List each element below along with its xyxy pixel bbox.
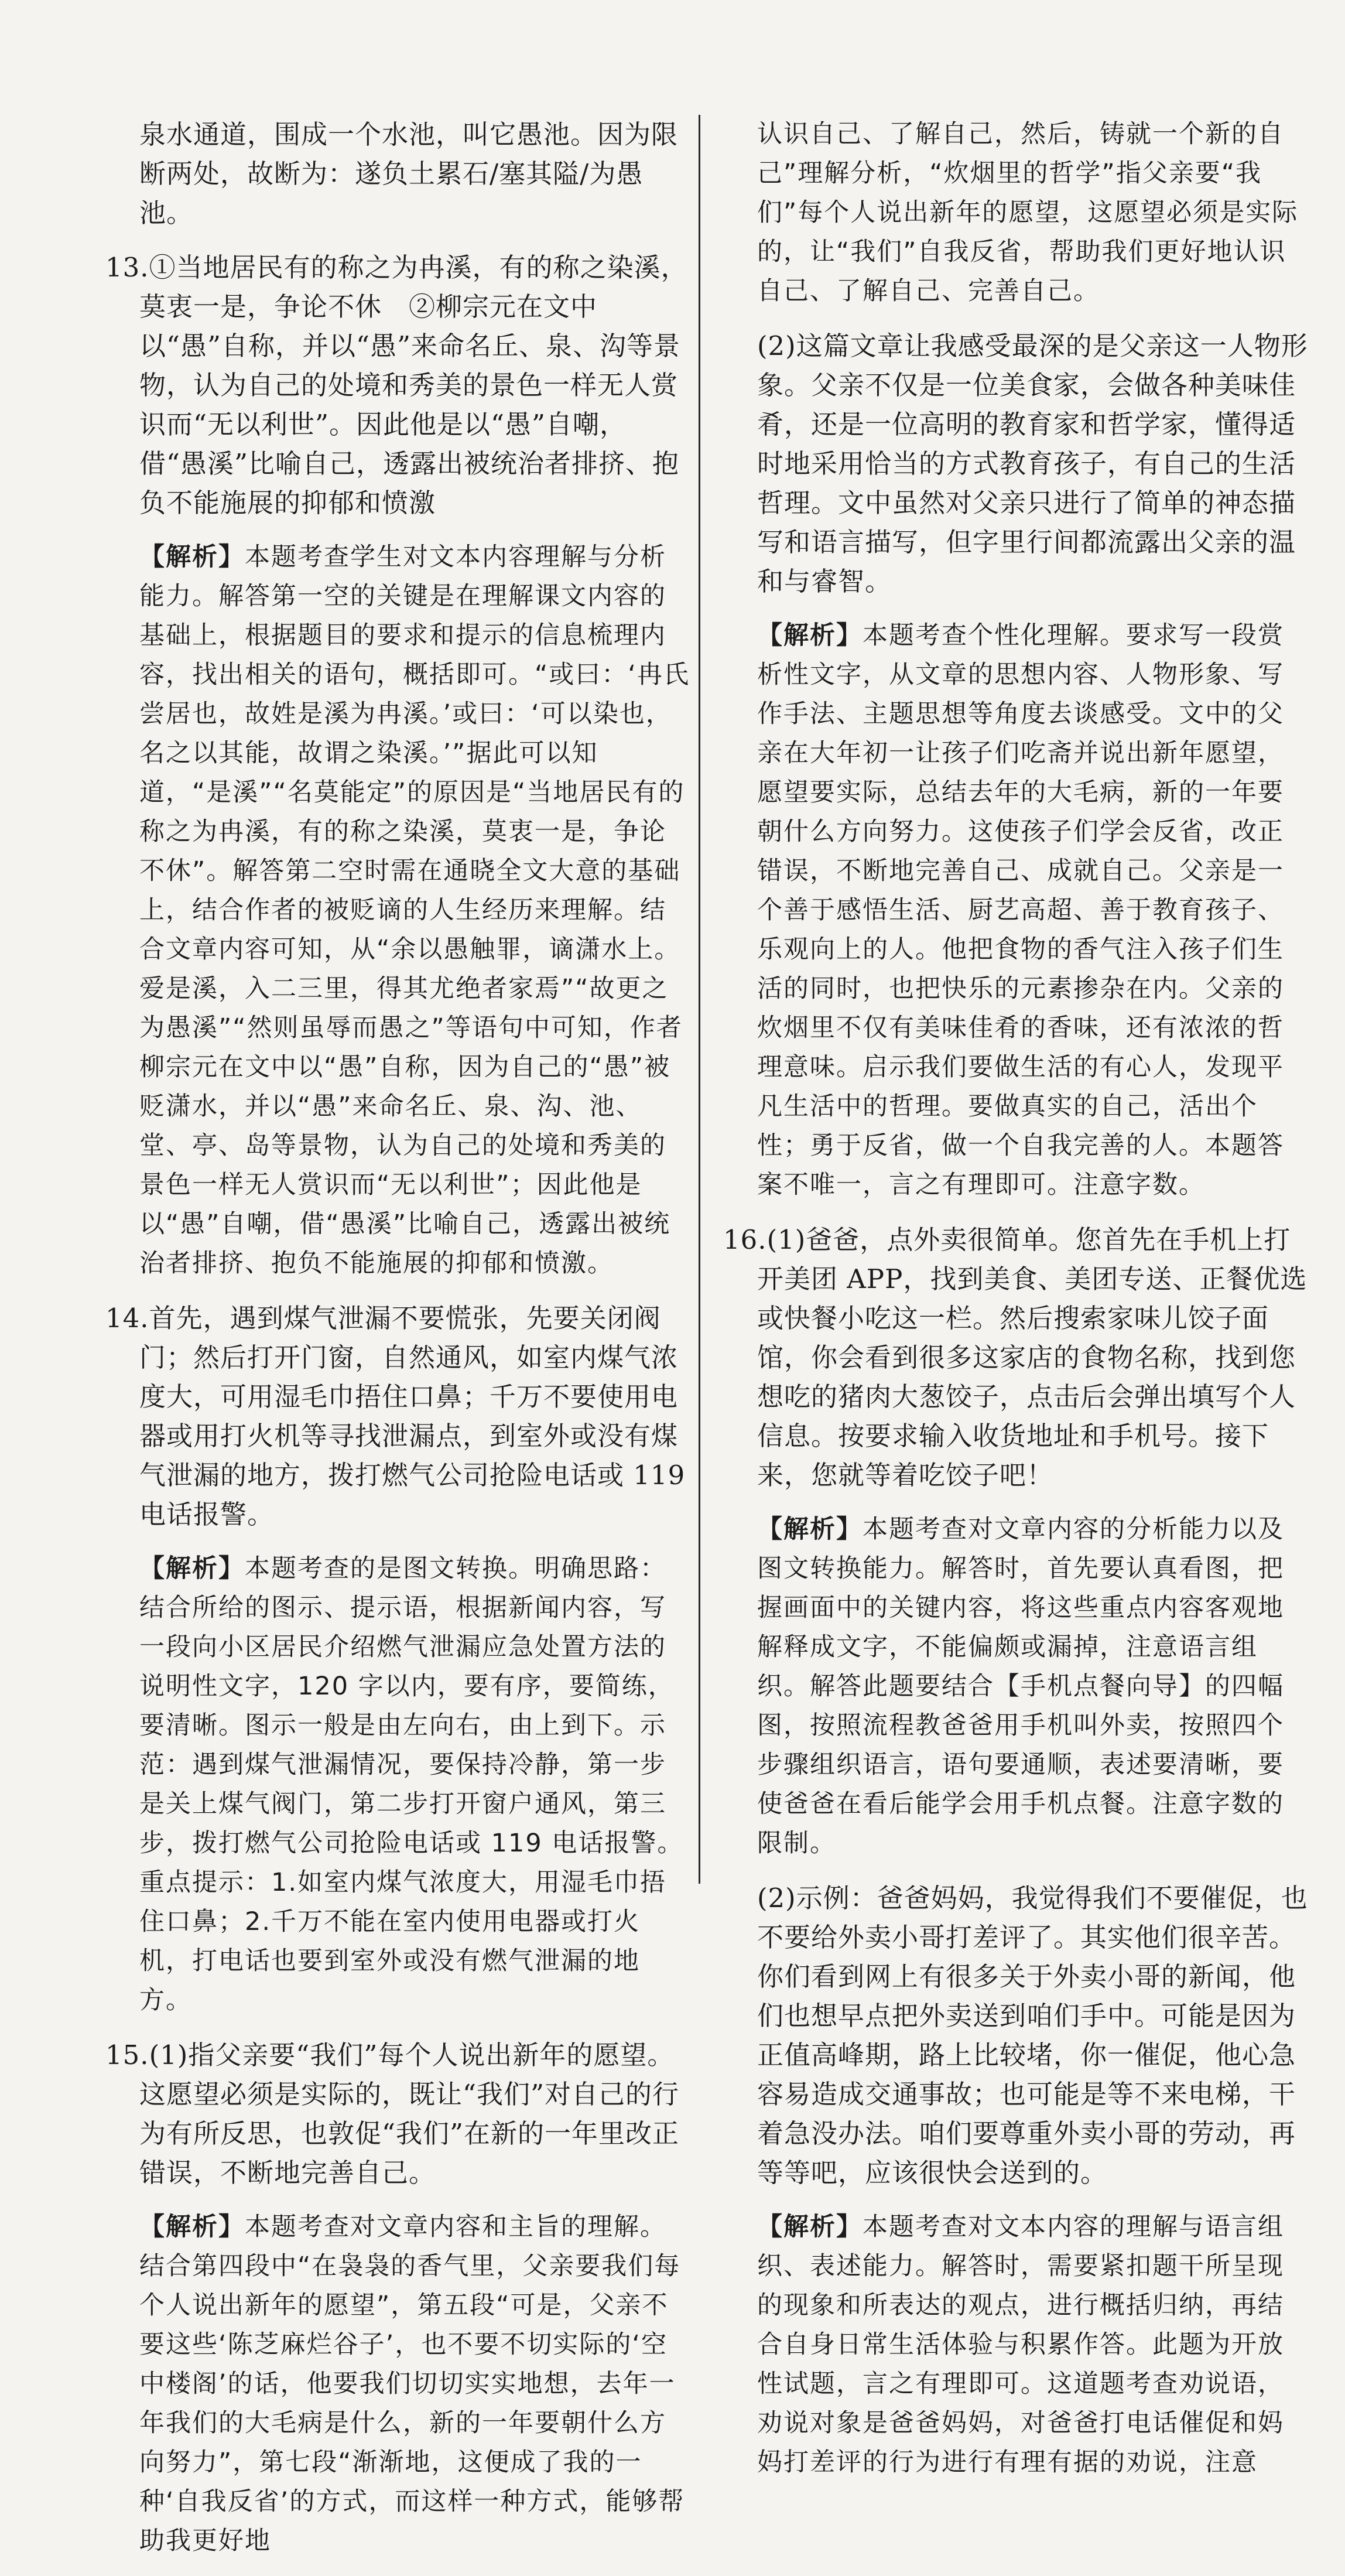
paragraph-text: (2)这篇文章让我感受最深的是父亲这一人物形象。父亲不仅是一位美食家，会做各种美味佳肴，还是一位高明的教育家和哲学家，懂得适时地采用恰当的方式教育孩子，有自己的生活哲理。文中虽然对父亲只进行了简单的神态描写和语言描写，但字里行间都流露出父亲的温和与睿智。 (757, 330, 1308, 597)
paragraph-text: 本题考查对文章内容和主旨的理解。结合第四段中“在袅袅的香气里，父亲要我们每个人说出新年的愿望”，第五段“可是，父亲不要这些‘陈芝麻烂谷子’，也不要不切实际的‘空中楼阁’的话，他要我们切切实实地想，去年一年我们的大毛病是什么，新的一年要朝什么方向努力”，第七段“渐渐地，这便成了我的一种‘自我反省’的方式，而这样一种方式，能够帮助我更好地 (139, 2212, 685, 2555)
paragraph (723, 326, 1309, 601)
paragraph-text: 认识自己、了解自己，然后，铸就一个新的自己”理解分析，“炊烟里的哲学”指父亲要“我们”每个人说出新年的愿望，这愿望必须是实际的，让“我们”自我反省，帮助我们更好地认识自己、了解自己、完善自己。 (757, 119, 1299, 306)
analysis-label: 【解析】 (139, 1554, 245, 1583)
paragraph-text: 本题考查对文章内容的分析能力以及图文转换能力。解答时，首先要认真看图，把握画面中的关键内容，将这些重点内容客观地解释成文字，不能偏颇或漏掉，注意语言组织。解答此题要结合【手机点餐向导】的四幅图，按照流程教爸爸用手机叫外卖，按照四个步骤组织语言，语句要通顺，表述要清晰，要使爸爸在看后能学会用手机点餐。注意字数的限制。 (757, 1515, 1284, 1858)
paragraph-text: 14.首先，遇到煤气泄漏不要慌张，先要关闭阀门；然后打开门窗，自然通风，如室内煤气浓度大，可用湿毛巾捂住口鼻；千万不要使用电器或用打火机等寻找泄漏点，到室外或没有煤气泄漏的地方，拨打燃气公司抢险电话或 119 电话报警。 (105, 1303, 686, 1530)
paragraph (105, 538, 691, 1283)
paragraph-text: 本题考查学生对文本内容理解与分析能力。解答第一空的关键是在理解课文内容的基础上，根据题目的要求和提示的信息梳理内容，找出相关的语句，概括即可。“或曰：‘冉氏尝居也，故姓是溪为冉溪。’或曰：‘可以染也，名之以其能，故谓之染溪。’”据此可以知道，“是溪”“名莫能定”的原因是“当地居民有的称之为冉溪，有的称之染溪，莫衷一是，争论不休”。解答第二空时需在通晓全文大意的基础上，结合作者的被贬谪的人生经历来理解。结合文章内容可知，从“余以愚触罪，谪潇水上。爱是溪，入二三里，得其尤绝者家焉”“故更之为愚溪”“然则虽辱而愚之”等语句中可知，作者柳宗元在文中以“愚”自称，因为自己的“愚”被贬潇水，并以“愚”来命名丘、泉、沟、池、堂、亭、岛等景物，认为自己的处境和秀美的景色一样无人赏识而“无以利世”；因此他是以“愚”自嘲，借“愚溪”比喻自己，透露出被统治者排挤、抱负不能施展的抑郁和愤激。 (139, 542, 690, 1278)
right-column (723, 115, 1309, 2498)
paragraph-text: 本题考查的是图文转换。明确思路：结合所给的图示、提示语，根据新闻内容，写一段向小区居民介绍燃气泄漏应急处置方法的说明性文字，120 字以内，要有序，要简练，要清晰。图示一般是由左向右，由上到下。示范：遇到煤气泄漏情况，要保持冷静，第一步是关上煤气阀门，第二步打开窗户通风，第三步，拨打燃气公司抢险电话或 119 电话报警。重点提示：1.如室内煤气浓度大，用湿毛巾捂住口鼻；2.千万不能在室内使用电器或打火机，打电话也要到室外或没有燃气泄漏的地方。 (139, 1554, 684, 2015)
paragraph-text: 13.①当地居民有的称之为冉溪，有的称之染溪，莫衷一是，争论不休 ②柳宗元在文中以“愚”自称，并以“愚”来命名丘、泉、沟等景物，认为自己的处境和秀美的景色一样无人赏识而“无以利世”。因此他是以“愚”自嘲，借“愚溪”比喻自己，透露出被统治者排挤、抱负不能施展的抑郁和愤激 (105, 252, 688, 518)
paragraph (105, 248, 691, 522)
column-divider (699, 115, 700, 1884)
paragraph (105, 2208, 691, 2561)
paragraph (723, 616, 1309, 1205)
paragraph-text: 16.(1)爸爸，点外卖很简单。您首先在手机上打开美团 APP，找到美食、美团专送、正餐优选或快餐小吃这一栏。然后搜索家味儿饺子面馆，你会看到很多这家店的食物名称，找到您想吃的猪肉大葱饺子，点击后会弹出填写个人信息。按要求输入收货地址和手机号。接下来，您就等着吃饺子吧！ (723, 1224, 1308, 1491)
analysis-label: 【解析】 (757, 621, 863, 650)
paragraph (723, 115, 1309, 311)
paragraph-text: 本题考查对文本内容的理解与语言组织、表述能力。解答时，需要紧扣题干所呈现的现象和所表达的观点，进行概括归纳，再结合自身日常生活体验与积累作答。此题为开放性试题，言之有理即可。这道题考查劝说语，劝说对象是爸爸妈妈，对爸爸打电话催促和妈妈打差评的行为进行有理有据的劝说，注意 (757, 2212, 1284, 2477)
analysis-label: 【解析】 (757, 1515, 863, 1544)
paragraph (723, 1510, 1309, 1863)
paragraph (723, 1878, 1309, 2192)
paragraph (105, 115, 691, 233)
paragraph-text: 本题考查个性化理解。要求写一段赏析性文字，从文章的思想内容、人物形象、写作手法、主题思想等角度去谈感受。文中的父亲在大年初一让孩子们吃斋并说出新年愿望，愿望要实际，总结去年的大毛病，新的一年要朝什么方向努力。这使孩子们学会反省，改正错误，不断地完善自己、成就自己。父亲是一个善于感悟生活、厨艺高超、善于教育孩子、乐观向上的人。他把食物的香气注入孩子们生活的同时，也把快乐的元素掺杂在内。父亲的炊烟里不仅有美味佳肴的香味，还有浓浓的哲理意味。启示我们要做生活的有心人，发现平凡生活中的哲理。要做真实的自己，活出个性；勇于反省，做一个自我完善的人。本题答案不唯一，言之有理即可。注意字数。 (757, 621, 1284, 1200)
paragraph-text: 15.(1)指父亲要“我们”每个人说出新年的愿望。这愿望必须是实际的，既让“我们”对自己的行为有所反思，也敦促“我们”在新的一年里改正错误，不断地完善自己。 (105, 2039, 680, 2188)
paragraph-text: 泉水通道，围成一个水池，叫它愚池。因为限断两处，故断为：遂负土累石/塞其隘/为愚池。 (139, 119, 679, 228)
paragraph (105, 1549, 691, 2020)
paragraph (723, 1220, 1309, 1495)
paragraph-text: (2)示例：爸爸妈妈，我觉得我们不要催促，也不要给外卖小哥打差评了。其实他们很辛苦。你们看到网上有很多关于外卖小哥的新闻，他们也想早点把外卖送到咱们手中。可能是因为正值高峰期，路上比较堵，你一催促，他心急容易造成交通事故；也可能是等不来电梯，干着急没办法。咱们要尊重外卖小哥的劳动，再等等吧，应该很快会送到的。 (757, 1883, 1308, 2188)
paragraph (105, 1299, 691, 1534)
analysis-label: 【解析】 (757, 2212, 863, 2242)
paragraph (723, 2208, 1309, 2482)
analysis-label: 【解析】 (139, 542, 245, 572)
left-column (105, 115, 691, 2576)
paragraph (105, 2035, 691, 2192)
analysis-label: 【解析】 (139, 2212, 245, 2242)
